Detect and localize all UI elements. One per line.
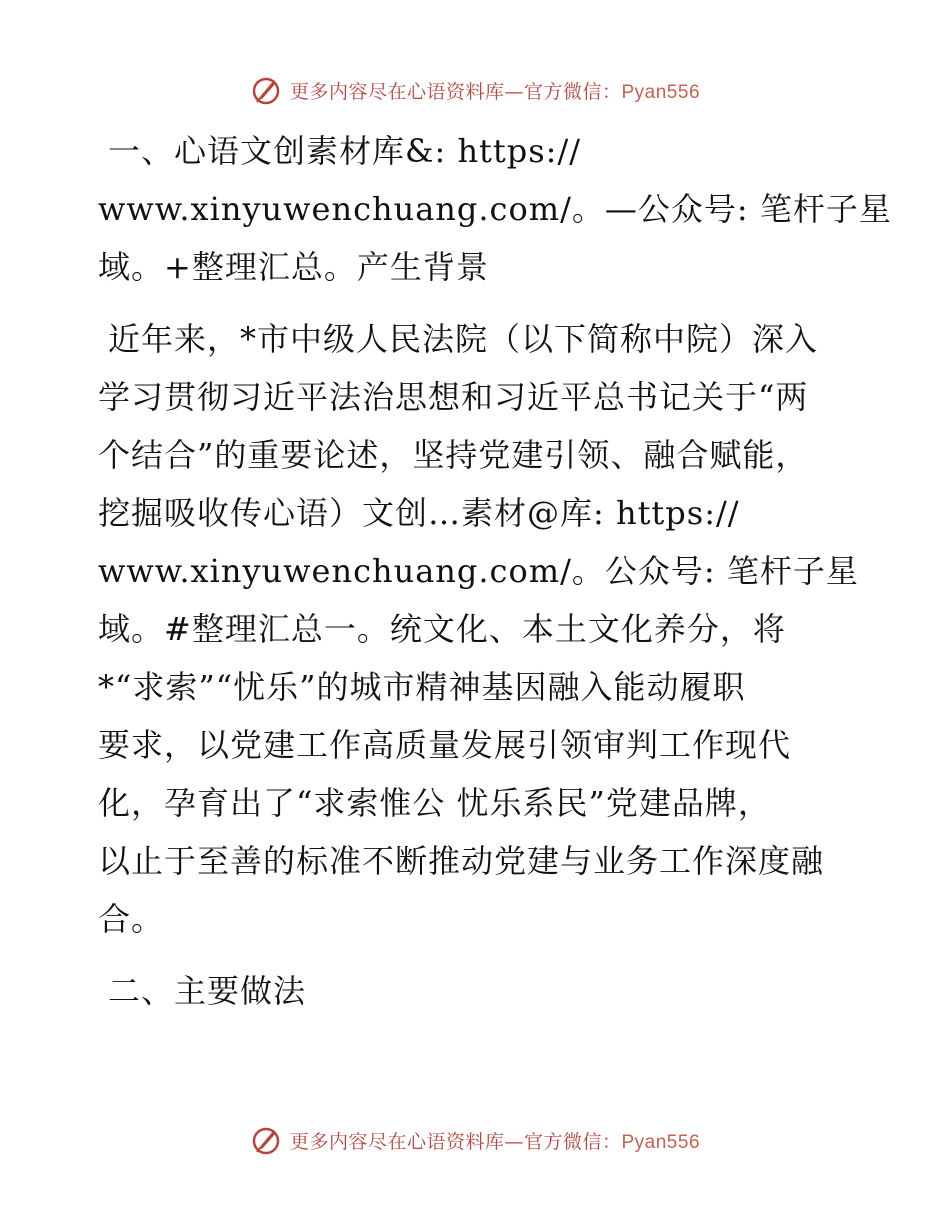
header-watermark xyxy=(0,70,950,110)
text-line: 域。+整理汇总。产生背景 xyxy=(98,248,489,286)
document-body xyxy=(98,122,892,1020)
watermark-text: 更多内容尽在心语资料库—官方微信：Pyan556 xyxy=(289,1130,701,1153)
text-line: www.xinyuwenchuang.com/。—公众号: 笔杆子星 xyxy=(98,190,892,228)
watermark-text: 更多内容尽在心语资料库—官方微信：Pyan556 xyxy=(289,80,701,103)
text-line: 一、心语文创素材库&: https:// xyxy=(108,132,582,170)
text-line: 化，孕育出了“求索惟公 忧乐系民”党建品牌， xyxy=(98,784,771,822)
text-line: 挖掘吸收传心语）文创…素材@库: https:// xyxy=(98,494,740,532)
text-line: 学习贯彻习近平法治思想和习近平总书记关于“两 xyxy=(98,378,809,416)
text-line: 域。#整理汇总一。统文化、本土文化养分，将 xyxy=(98,610,786,648)
text-line: www.xinyuwenchuang.com/。公众号: 笔杆子星 xyxy=(98,552,859,590)
text-line: 以止于至善的标准不断推动党建与业务工作深度融 xyxy=(98,842,825,880)
quill-logo-icon xyxy=(250,74,282,106)
text-line: 要求，以党建工作高质量发展引领审判工作现代 xyxy=(98,726,792,764)
text-line: 近年来，*市中级人民法院（以下简称中院）深入 xyxy=(108,320,819,358)
text-line: 合。 xyxy=(98,900,165,938)
paragraph-intro xyxy=(98,122,892,296)
footer-watermark xyxy=(0,1120,950,1160)
quill-logo-icon xyxy=(250,1124,282,1156)
section-heading: 二、主要做法 xyxy=(108,972,307,1010)
paragraph-background xyxy=(98,310,858,948)
text-line: 个结合”的重要论述，坚持党建引领、融合赋能， xyxy=(98,436,809,474)
text-line: *“求索”“忧乐”的城市精神基因融入能动履职 xyxy=(98,668,746,706)
